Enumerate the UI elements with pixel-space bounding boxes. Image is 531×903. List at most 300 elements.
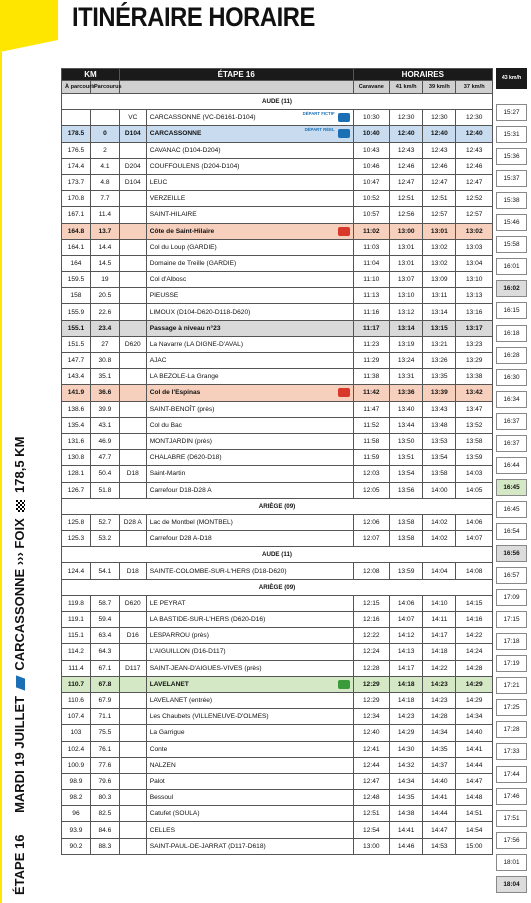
side-arrow-label: ›››: [12, 552, 27, 566]
time-41-cell: 13:14: [390, 320, 423, 336]
time-41-cell: 13:01: [390, 239, 423, 255]
km-covered-cell: 36.6: [90, 385, 119, 401]
climb-category-icon: [338, 227, 350, 236]
place-cell: [146, 320, 353, 336]
place-name: PIEUSSE: [149, 292, 179, 300]
time-39-cell: 14:34: [423, 725, 456, 741]
time-37-cell: 14:51: [456, 806, 493, 822]
time-37-cell: 14:08: [456, 563, 493, 579]
road-cell: [119, 692, 146, 708]
time-37-cell: 12:40: [456, 126, 493, 142]
yellow-side-stripe: [0, 0, 58, 903]
speed-43-time-cell: 17:18: [496, 633, 527, 650]
place-name: Col du Bac: [149, 421, 182, 429]
speed-43-time-cell: 17:21: [496, 677, 527, 694]
time-39-cell: 13:02: [423, 239, 456, 255]
table-row: [62, 142, 493, 158]
place-cell: [146, 595, 353, 611]
km-header: KM: [62, 69, 120, 81]
caravane-time-cell: 10:30: [353, 110, 389, 126]
speed-43-time-cell: 15:27: [496, 104, 527, 121]
speed-43-time-cell: 16:44: [496, 457, 527, 474]
km-covered-cell: 20.5: [90, 288, 119, 304]
table-row: [62, 110, 493, 126]
place-cell: [146, 838, 353, 854]
km-remaining-cell: 135.4: [62, 417, 91, 433]
place-cell: [146, 709, 353, 725]
time-39-cell: 14:23: [423, 676, 456, 692]
km-covered-cell: 22.6: [90, 304, 119, 320]
km-remaining-cell: 138.6: [62, 401, 91, 417]
speed-43-time-cell: 16:34: [496, 391, 527, 408]
place-name: SAINT-PAUL-DE-JARRAT (D117-D618): [149, 842, 266, 850]
time-39-cell: 14:04: [423, 563, 456, 579]
caravane-header: Caravane: [353, 81, 389, 94]
km-covered-cell: 30.8: [90, 353, 119, 369]
caravane-time-cell: 11:13: [353, 288, 389, 304]
table-row: [62, 595, 493, 611]
road-cell: [119, 482, 146, 498]
place-cell: [146, 304, 353, 320]
km-remaining-cell: 103: [62, 725, 91, 741]
time-37-cell: 14:47: [456, 773, 493, 789]
road-cell: [119, 806, 146, 822]
time-37-cell: 13:52: [456, 417, 493, 433]
region-label: AUDE (11): [62, 547, 493, 563]
time-41-cell: 12:56: [390, 207, 423, 223]
speed-43-time-cell: 16:18: [496, 325, 527, 342]
caravane-time-cell: 10:47: [353, 174, 389, 190]
time-39-cell: 12:57: [423, 207, 456, 223]
place-cell: [146, 466, 353, 482]
caravane-time-cell: 10:43: [353, 142, 389, 158]
km-remaining-cell: 111.4: [62, 660, 91, 676]
caravane-time-cell: 12:34: [353, 709, 389, 725]
place-cell: [146, 158, 353, 174]
road-cell: [119, 531, 146, 547]
time-41-cell: 13:10: [390, 288, 423, 304]
time-41-cell: 12:40: [390, 126, 423, 142]
start-flag-icon: [338, 113, 350, 122]
time-37-cell: 13:29: [456, 353, 493, 369]
km-covered-cell: 35.1: [90, 369, 119, 385]
side-date-label: MARDI 19 JUILLET: [12, 695, 27, 813]
time-39-cell: 12:51: [423, 191, 456, 207]
road-cell: [119, 417, 146, 433]
km-covered-cell: [90, 110, 119, 126]
region-row: [62, 579, 493, 595]
time-37-cell: 14:29: [456, 692, 493, 708]
time-41-cell: 13:44: [390, 417, 423, 433]
place-name: AJAC: [149, 357, 167, 365]
table-row: [62, 838, 493, 854]
place-name: LESPARROU (près): [149, 632, 209, 640]
time-37-cell: 14:54: [456, 822, 493, 838]
table-row: [62, 369, 493, 385]
place-name: LAVELANET (entrée): [149, 697, 213, 705]
time-41-cell: 13:12: [390, 304, 423, 320]
side-finish-label: FOIX: [12, 518, 27, 549]
time-39-cell: 14:02: [423, 514, 456, 530]
km-remaining-cell: 164.8: [62, 223, 91, 239]
road-cell: [119, 142, 146, 158]
caravane-time-cell: 11:42: [353, 385, 389, 401]
time-37-cell: 12:57: [456, 207, 493, 223]
caravane-time-cell: 11:16: [353, 304, 389, 320]
road-cell: VC: [119, 110, 146, 126]
table-row: [62, 191, 493, 207]
km-remaining-cell: 124.4: [62, 563, 91, 579]
road-cell: [119, 255, 146, 271]
caravane-time-cell: 10:40: [353, 126, 389, 142]
place-name: Les Chaubets (VILLENEUVE-D'OLMES): [149, 713, 269, 721]
km-covered-cell: 23.4: [90, 320, 119, 336]
caravane-time-cell: 11:47: [353, 401, 389, 417]
caravane-time-cell: 12:51: [353, 806, 389, 822]
table-row: [62, 757, 493, 773]
speed-43-time-cell: 16:02: [496, 280, 527, 297]
time-41-cell: 12:47: [390, 174, 423, 190]
km-covered-cell: 64.3: [90, 644, 119, 660]
time-41-cell: 13:54: [390, 466, 423, 482]
caravane-time-cell: 11:52: [353, 417, 389, 433]
table-row: [62, 628, 493, 644]
start-badge-label: DÉPART RÉEL: [304, 127, 335, 133]
km-covered-cell: 53.2: [90, 531, 119, 547]
time-41-cell: 13:50: [390, 433, 423, 449]
place-name: VERZEILLE: [149, 195, 186, 203]
place-name: MONTJARDIN (près): [149, 438, 212, 446]
time-39-cell: 14:28: [423, 709, 456, 725]
climb-category-icon: [338, 388, 350, 397]
km-remaining-cell: 155.1: [62, 320, 91, 336]
time-41-cell: 14:30: [390, 741, 423, 757]
caravane-time-cell: 10:52: [353, 191, 389, 207]
place-name: Col d'Albosc: [149, 276, 187, 284]
time-37-cell: 13:10: [456, 272, 493, 288]
start-flag-icon: [338, 129, 350, 138]
time-37-cell: 12:30: [456, 110, 493, 126]
table-row: [62, 692, 493, 708]
time-41-cell: 13:56: [390, 482, 423, 498]
speed-43-time-cell: 15:46: [496, 214, 527, 231]
table-row: [62, 433, 493, 449]
place-cell: [146, 174, 353, 190]
time-41-cell: 13:36: [390, 385, 423, 401]
place-cell: [146, 725, 353, 741]
road-cell: D620: [119, 595, 146, 611]
speed-43-time-cell: 16:15: [496, 302, 527, 319]
km-remaining-cell: 130.8: [62, 450, 91, 466]
km-remaining-cell: 125.8: [62, 514, 91, 530]
time-37-cell: 12:52: [456, 191, 493, 207]
time-39-cell: 13:09: [423, 272, 456, 288]
time-37-cell: 14:22: [456, 628, 493, 644]
time-37-cell: 14:24: [456, 644, 493, 660]
km-remaining-cell: 115.1: [62, 628, 91, 644]
speed-43-header: 43 km/h: [496, 68, 527, 89]
speed-43-time-cell: 16:30: [496, 369, 527, 386]
place-name: Saint-Martin: [149, 470, 186, 478]
time-39-cell: 13:39: [423, 385, 456, 401]
km-covered-cell: 51.8: [90, 482, 119, 498]
place-name: LEUC: [149, 179, 168, 187]
road-cell: [119, 757, 146, 773]
road-cell: [119, 450, 146, 466]
km-covered-cell: 19: [90, 272, 119, 288]
road-cell: D18: [119, 563, 146, 579]
km-covered-cell: 43.1: [90, 417, 119, 433]
table-row: [62, 304, 493, 320]
table-row: [62, 450, 493, 466]
place-cell: [146, 806, 353, 822]
caravane-time-cell: 12:24: [353, 644, 389, 660]
caravane-time-cell: 12:05: [353, 482, 389, 498]
time-37-cell: 14:06: [456, 514, 493, 530]
place-name: Carrefour D18-D28 A: [149, 486, 212, 494]
caravane-time-cell: 12:29: [353, 692, 389, 708]
table-row: [62, 725, 493, 741]
caravane-time-cell: 12:41: [353, 741, 389, 757]
time-37-cell: 14:48: [456, 790, 493, 806]
region-label: ARIÈGE (09): [62, 498, 493, 514]
road-cell: [119, 838, 146, 854]
km-remaining-cell: 110.7: [62, 676, 91, 692]
km-remaining-cell: 159.5: [62, 272, 91, 288]
parcourus-header: Parcourus: [90, 81, 119, 94]
place-cell: [146, 142, 353, 158]
caravane-time-cell: 12:44: [353, 757, 389, 773]
time-41-cell: 13:59: [390, 563, 423, 579]
table-row: [62, 531, 493, 547]
time-41-cell: 14:38: [390, 806, 423, 822]
km-covered-cell: 63.4: [90, 628, 119, 644]
km-remaining-cell: 143.4: [62, 369, 91, 385]
speed-43-time-cell: 16:28: [496, 347, 527, 364]
km-remaining-cell: 170.8: [62, 191, 91, 207]
km-remaining-cell: [62, 110, 91, 126]
speed-43-time-cell: 17:19: [496, 655, 527, 672]
speed-43-time-cell: 17:28: [496, 721, 527, 738]
km-covered-cell: 58.7: [90, 595, 119, 611]
speed-43-time-cell: 16:45: [496, 501, 527, 518]
table-row: [62, 401, 493, 417]
km-covered-cell: 67.8: [90, 676, 119, 692]
place-name: CARCASSONNE: [149, 130, 202, 138]
km-remaining-cell: 176.5: [62, 142, 91, 158]
km-remaining-cell: 90.2: [62, 838, 91, 854]
road-cell: [119, 644, 146, 660]
time-39-cell: 14:18: [423, 644, 456, 660]
km-remaining-cell: 173.7: [62, 174, 91, 190]
time-37-cell: 12:47: [456, 174, 493, 190]
place-cell: [146, 353, 353, 369]
place-cell: [146, 385, 353, 401]
time-39-cell: 13:54: [423, 450, 456, 466]
caravane-time-cell: 13:00: [353, 838, 389, 854]
km-covered-cell: 14.5: [90, 255, 119, 271]
table-row: [62, 790, 493, 806]
time-41-cell: 13:01: [390, 255, 423, 271]
km-covered-cell: 14.4: [90, 239, 119, 255]
time-37-cell: 14:29: [456, 676, 493, 692]
road-cell: [119, 320, 146, 336]
time-41-cell: 13:00: [390, 223, 423, 239]
table-row: [62, 288, 493, 304]
km-covered-cell: 75.5: [90, 725, 119, 741]
road-cell: D104: [119, 174, 146, 190]
side-start-label: CARCASSONNE: [12, 568, 27, 671]
caravane-time-cell: 11:10: [353, 272, 389, 288]
sprint-icon: [338, 680, 350, 689]
time-39-cell: 12:46: [423, 158, 456, 174]
caravane-time-cell: 11:29: [353, 353, 389, 369]
road-cell: [119, 709, 146, 725]
time-37-cell: 13:42: [456, 385, 493, 401]
time-37-cell: 13:04: [456, 255, 493, 271]
km-covered-cell: 50.4: [90, 466, 119, 482]
table-row: [62, 239, 493, 255]
road-cell: D18: [119, 466, 146, 482]
km-covered-cell: 46.9: [90, 433, 119, 449]
horaires-header: HORAIRES: [353, 69, 492, 81]
place-name: SAINT-BENOÎT (près): [149, 405, 215, 413]
place-name: SAINTE-COLOMBE-SUR-L'HERS (D18-D620): [149, 567, 287, 575]
time-37-cell: 12:46: [456, 158, 493, 174]
caravane-time-cell: 12:40: [353, 725, 389, 741]
time-41-cell: 12:43: [390, 142, 423, 158]
km-covered-cell: 27: [90, 336, 119, 352]
road-cell: [119, 304, 146, 320]
place-name: Conte: [149, 745, 168, 753]
km-covered-cell: 7.7: [90, 191, 119, 207]
km-remaining-cell: 164.1: [62, 239, 91, 255]
table-row: [62, 741, 493, 757]
time-37-cell: 14:40: [456, 725, 493, 741]
time-41-cell: 14:32: [390, 757, 423, 773]
region-row: [62, 498, 493, 514]
caravane-time-cell: 12:48: [353, 790, 389, 806]
road-cell: [119, 369, 146, 385]
table-row: [62, 676, 493, 692]
place-name: CAVANAC (D104-D204): [149, 146, 221, 154]
place-cell: [146, 612, 353, 628]
km-remaining-cell: 174.4: [62, 158, 91, 174]
place-cell: [146, 255, 353, 271]
table-row: [62, 272, 493, 288]
time-37-cell: 13:47: [456, 401, 493, 417]
time-39-cell: 13:26: [423, 353, 456, 369]
speed-43-time-cell: 17:09: [496, 589, 527, 606]
place-cell: [146, 741, 353, 757]
km-covered-cell: 11.4: [90, 207, 119, 223]
time-37-cell: 14:03: [456, 466, 493, 482]
place-cell: [146, 563, 353, 579]
km-covered-cell: 82.5: [90, 806, 119, 822]
time-39-cell: 14:35: [423, 741, 456, 757]
km-covered-cell: 4.8: [90, 174, 119, 190]
road-cell: D104: [119, 126, 146, 142]
km-covered-cell: 2: [90, 142, 119, 158]
time-41-cell: 14:18: [390, 692, 423, 708]
side-distance-label: 178,5 KM: [12, 436, 27, 493]
road-cell: [119, 239, 146, 255]
place-cell: [146, 644, 353, 660]
road-cell: [119, 822, 146, 838]
time-39-cell: 13:53: [423, 433, 456, 449]
place-name: Passage à niveau n°23: [149, 324, 221, 332]
place-name: L'AIGUILLON (D16-D117): [149, 648, 226, 656]
speed-43-time-cell: 18:04: [496, 876, 527, 893]
table-row: [62, 709, 493, 725]
table-row: [62, 773, 493, 789]
time-39-cell: 14:37: [423, 757, 456, 773]
speed-43-time-cell: 15:37: [496, 170, 527, 187]
time-39-cell: 13:48: [423, 417, 456, 433]
table-row: [62, 126, 493, 142]
caravane-time-cell: 11:23: [353, 336, 389, 352]
table-row: [62, 612, 493, 628]
road-cell: [119, 401, 146, 417]
time-41-cell: 12:46: [390, 158, 423, 174]
time-41-cell: 13:51: [390, 450, 423, 466]
place-name: Domaine de Treille (GARDIE): [149, 259, 237, 267]
table-row: [62, 207, 493, 223]
time-39-cell: 12:40: [423, 126, 456, 142]
km-remaining-cell: 119.1: [62, 612, 91, 628]
speed-43-time-cell: 16:56: [496, 545, 527, 562]
time-41-cell: 13:07: [390, 272, 423, 288]
place-cell: [146, 369, 353, 385]
time-41-cell: 14:29: [390, 725, 423, 741]
speed-39-header: 39 km/h: [423, 81, 456, 94]
caravane-time-cell: 11:38: [353, 369, 389, 385]
time-37-cell: 13:58: [456, 433, 493, 449]
time-39-cell: 13:43: [423, 401, 456, 417]
km-covered-cell: 71.1: [90, 709, 119, 725]
time-39-cell: 14:47: [423, 822, 456, 838]
time-37-cell: 14:34: [456, 709, 493, 725]
time-41-cell: 14:06: [390, 595, 423, 611]
time-41-cell: 14:17: [390, 660, 423, 676]
road-cell: [119, 385, 146, 401]
region-label: ARIÈGE (09): [62, 579, 493, 595]
place-cell: [146, 417, 353, 433]
km-remaining-cell: 128.1: [62, 466, 91, 482]
time-39-cell: 12:47: [423, 174, 456, 190]
time-37-cell: 14:05: [456, 482, 493, 498]
caravane-time-cell: 12:28: [353, 660, 389, 676]
caravane-time-cell: 12:08: [353, 563, 389, 579]
place-name: CARCASSONNE (VC-D6161-D104): [149, 114, 256, 122]
km-covered-cell: 67.1: [90, 660, 119, 676]
table-row: [62, 385, 493, 401]
time-41-cell: 13:24: [390, 353, 423, 369]
caravane-time-cell: 11:58: [353, 433, 389, 449]
place-name: SAINT-HILAIRE: [149, 211, 197, 219]
km-remaining-cell: 110.6: [62, 692, 91, 708]
km-covered-cell: 59.4: [90, 612, 119, 628]
speed-43-time-cell: 16:37: [496, 435, 527, 452]
time-41-cell: 14:07: [390, 612, 423, 628]
time-37-cell: 15:00: [456, 838, 493, 854]
speed-43-time-cell: 17:56: [496, 832, 527, 849]
time-37-cell: 13:02: [456, 223, 493, 239]
place-name: Bessoul: [149, 794, 174, 802]
road-cell: [119, 353, 146, 369]
speed-43-time-cell: 17:44: [496, 766, 527, 783]
km-remaining-cell: 155.9: [62, 304, 91, 320]
